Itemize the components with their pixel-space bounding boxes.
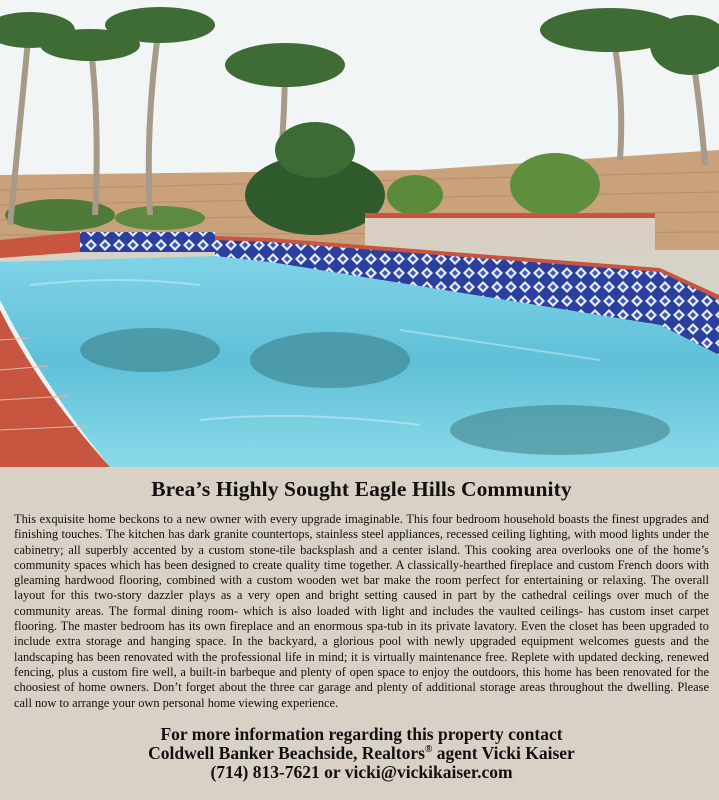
contact-block [14, 725, 709, 782]
listing-content [0, 467, 719, 800]
contact-line-intro: For more information regarding this property contact [160, 723, 563, 744]
agent-name: agent Vicki Kaiser [432, 742, 575, 763]
contact-line-phone-email: (714) 813-7621 or vicki@vickikaiser.com [210, 761, 513, 782]
registered-mark: ® [424, 744, 433, 756]
listing-headline: Brea’s Highly Sought Eagle Hills Community [151, 477, 572, 501]
brokerage-name: Coldwell Banker Beachside, Realtors [148, 742, 425, 763]
listing-description: This exquisite home beckons to a new owner with every upgrade imaginable. This four bedroom household boasts the finest upgrades and finishing touches. The kitchen has dark granite countertops, stainless steel appliances, recessed ceiling lighting, with mood lights under the cabinetry; all superbly accented by a custom stone-tile backsplash and a center island. This cooking area overlooks one of the home’s community spaces which has been designed to create quality time together. A classically-hearthed fireplace and custom French doors with gleaming hardwood flooring, combined with a custom wooden wet bar make the room perfect for entertaining or relaxing. The overall layout for this two-story dazzler plays as a very open and bright setting caused in part by the cathedral ceilings over much of the community areas. The formal dining room- which is also loaded with light and includes the vaulted ceilings- has custom inset carpet flooring. The master bedroom has its own fireplace and an enormous spa-tub in its private lavatory. Even the closet has been upgraded to include extra storage and hanging space. In the backyard, a glorious pool with newly upgraded equipment welcomes guests and the landscaping has been renovated with the professional life in mind; it is virtually maintenance free. Replete with updated decking, renewed fencing, plus a custom fire well, a built-in barbeque and plenty of open space to enjoy the outdoors, this home has been renovated for the choosiest of home owners. Don’t forget about the three car garage and plenty of additional storage areas throughout the dwelling. Please call now to arrange your own personal home viewing experience. [14, 512, 709, 710]
contact-line-agent [14, 744, 709, 763]
